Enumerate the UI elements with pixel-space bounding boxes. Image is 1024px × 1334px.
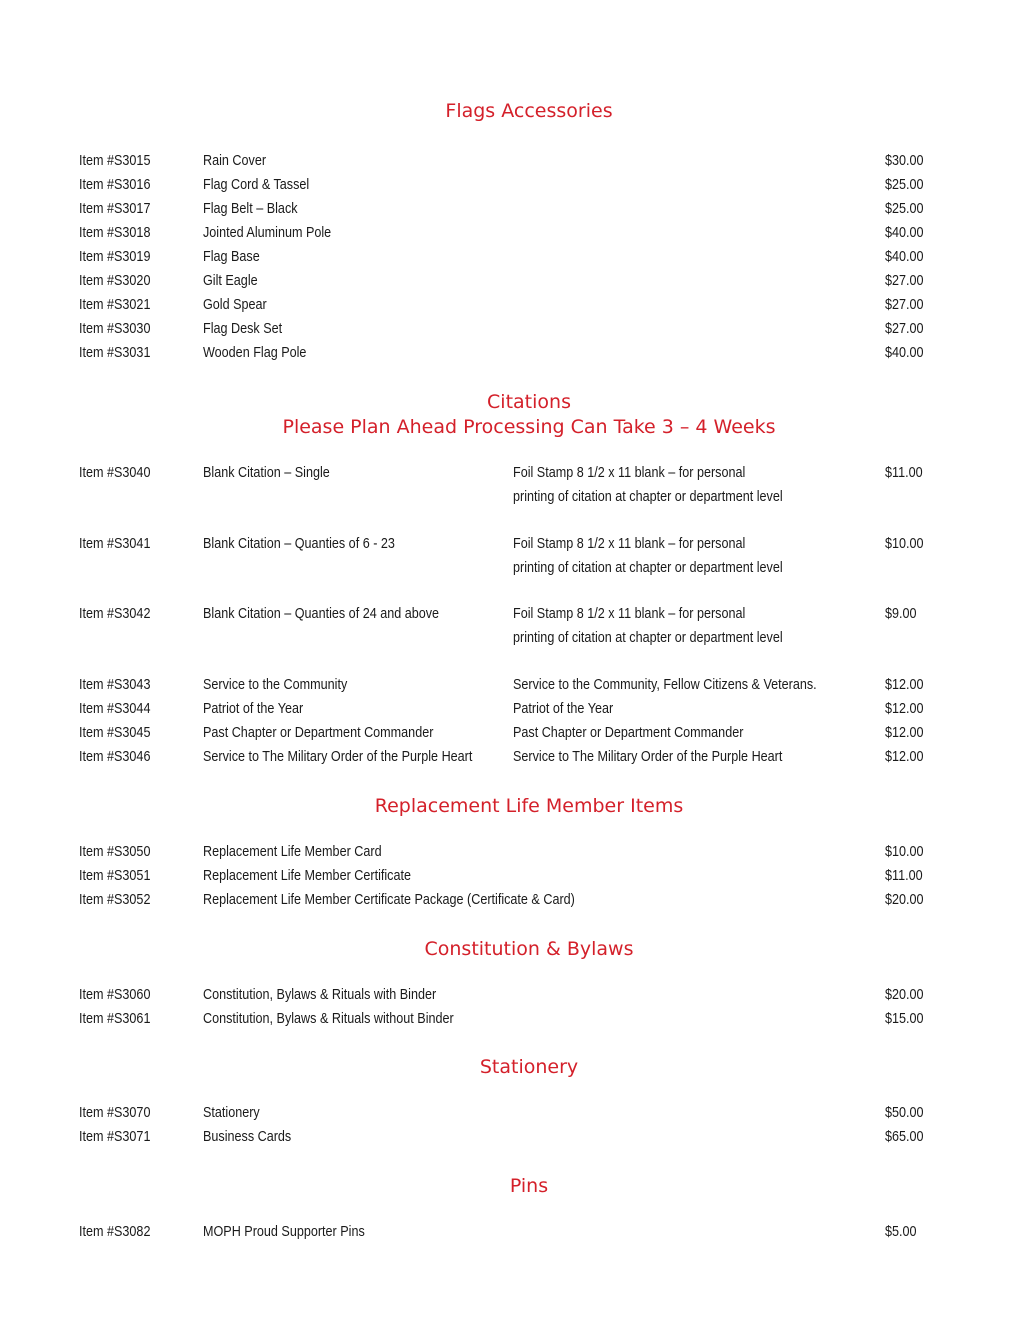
- item-number: Item #S3031: [79, 344, 151, 361]
- item-description: Foil Stamp 8 1/2 x 11 blank – for personal: [513, 535, 746, 552]
- list-item: [0, 532, 1024, 580]
- item-price: $27.00: [885, 320, 924, 337]
- item-description: Past Chapter or Department Commander: [513, 724, 744, 741]
- item-number: Item #S3018: [79, 224, 151, 241]
- list-item: [0, 1101, 1024, 1125]
- item-price: $65.00: [885, 1128, 924, 1145]
- list-item: [0, 721, 1024, 745]
- item-name: Gold Spear: [203, 296, 267, 313]
- item-price: $40.00: [885, 248, 924, 265]
- section-subtitle-citations: Please Plan Ahead Processing Can Take 3 – 4 Weeks: [282, 416, 776, 438]
- list-item: [0, 173, 1024, 197]
- item-price: $10.00: [885, 843, 924, 860]
- item-name: Past Chapter or Department Commander: [203, 724, 434, 741]
- item-name: Wooden Flag Pole: [203, 344, 307, 361]
- list-item: [0, 888, 1024, 912]
- item-number: Item #S3017: [79, 200, 151, 217]
- item-description: Service to The Military Order of the Purple Heart: [513, 748, 783, 765]
- list-item: [0, 221, 1024, 245]
- item-number: Item #S3051: [79, 867, 151, 884]
- item-name: MOPH Proud Supporter Pins: [203, 1223, 365, 1240]
- item-name: Blank Citation – Quanties of 24 and above: [203, 605, 440, 622]
- item-price: $20.00: [885, 891, 924, 908]
- item-number: Item #S3071: [79, 1128, 151, 1145]
- list-item: [0, 341, 1024, 365]
- list-item: [0, 149, 1024, 173]
- item-name: Flag Belt – Black: [203, 200, 298, 217]
- item-number: Item #S3052: [79, 891, 151, 908]
- item-description-line2: printing of citation at chapter or department level: [513, 629, 783, 646]
- list-item: [0, 293, 1024, 317]
- item-description: Service to the Community, Fellow Citizens & Veterans.: [513, 676, 817, 693]
- item-name: Flag Base: [203, 248, 260, 265]
- item-price: $12.00: [885, 724, 924, 741]
- list-item: [0, 317, 1024, 341]
- item-description: Patriot of the Year: [513, 700, 614, 717]
- item-price: $12.00: [885, 676, 924, 693]
- item-price: $15.00: [885, 1010, 924, 1027]
- item-price: $20.00: [885, 986, 924, 1003]
- item-price: $50.00: [885, 1104, 924, 1121]
- item-number: Item #S3082: [79, 1223, 151, 1240]
- item-price: $10.00: [885, 535, 924, 552]
- item-name: Business Cards: [203, 1128, 292, 1145]
- item-name: Gilt Eagle: [203, 272, 258, 289]
- item-number: Item #S3019: [79, 248, 151, 265]
- list-item: [0, 983, 1024, 1007]
- item-number: Item #S3016: [79, 176, 151, 193]
- item-name: Service to The Military Order of the Purple Heart: [203, 748, 473, 765]
- item-number: Item #S3045: [79, 724, 151, 741]
- item-name: Constitution, Bylaws & Rituals without Binder: [203, 1010, 454, 1027]
- item-number: Item #S3015: [79, 152, 151, 169]
- item-price: $30.00: [885, 152, 924, 169]
- item-price: $27.00: [885, 296, 924, 313]
- item-price: $27.00: [885, 272, 924, 289]
- section-title-stationery: Stationery: [479, 1056, 579, 1078]
- list-item: [0, 245, 1024, 269]
- list-item: [0, 864, 1024, 888]
- list-item: [0, 197, 1024, 221]
- list-item: [0, 1125, 1024, 1149]
- item-number: Item #S3040: [79, 464, 151, 481]
- item-name: Patriot of the Year: [203, 700, 304, 717]
- item-number: Item #S3061: [79, 1010, 151, 1027]
- list-item: [0, 1220, 1024, 1244]
- item-number: Item #S3042: [79, 605, 151, 622]
- list-item: [0, 840, 1024, 864]
- item-name: Service to the Community: [203, 676, 348, 693]
- item-number: Item #S3046: [79, 748, 151, 765]
- item-name: Rain Cover: [203, 152, 267, 169]
- item-name: Stationery: [203, 1104, 260, 1121]
- item-name: Flag Desk Set: [203, 320, 283, 337]
- item-price: $11.00: [885, 867, 923, 884]
- list-item: [0, 461, 1024, 509]
- item-number: Item #S3021: [79, 296, 151, 313]
- list-item: [0, 697, 1024, 721]
- item-price: $9.00: [885, 605, 917, 622]
- item-number: Item #S3043: [79, 676, 151, 693]
- item-price: $12.00: [885, 748, 924, 765]
- item-number: Item #S3030: [79, 320, 151, 337]
- section-title-flags-accessories: Flags Accessories: [445, 100, 613, 122]
- section-title-constitution-bylaws: Constitution & Bylaws: [424, 938, 634, 960]
- list-item: [0, 269, 1024, 293]
- list-item: [0, 673, 1024, 697]
- item-number: Item #S3050: [79, 843, 151, 860]
- item-price: $11.00: [885, 464, 923, 481]
- item-number: Item #S3020: [79, 272, 151, 289]
- item-number: Item #S3041: [79, 535, 151, 552]
- item-price: $5.00: [885, 1223, 917, 1240]
- item-price: $12.00: [885, 700, 924, 717]
- section-title-pins: Pins: [509, 1175, 549, 1197]
- item-description: Foil Stamp 8 1/2 x 11 blank – for personal: [513, 464, 746, 481]
- list-item: [0, 602, 1024, 650]
- item-number: Item #S3060: [79, 986, 151, 1003]
- item-price: $40.00: [885, 344, 924, 361]
- item-name: Replacement Life Member Certificate: [203, 867, 411, 884]
- section-title-citations: Citations: [487, 391, 571, 413]
- item-name: Constitution, Bylaws & Rituals with Binder: [203, 986, 437, 1003]
- item-description-line2: printing of citation at chapter or department level: [513, 559, 783, 576]
- item-name: Replacement Life Member Card: [203, 843, 382, 860]
- item-name: Blank Citation – Quanties of 6 - 23: [203, 535, 395, 552]
- item-price: $25.00: [885, 176, 924, 193]
- item-description: Foil Stamp 8 1/2 x 11 blank – for personal: [513, 605, 746, 622]
- list-item: [0, 1007, 1024, 1031]
- item-price: $25.00: [885, 200, 924, 217]
- item-name: Jointed Aluminum Pole: [203, 224, 332, 241]
- item-name: Flag Cord & Tassel: [203, 176, 310, 193]
- item-price: $40.00: [885, 224, 924, 241]
- list-item: [0, 745, 1024, 769]
- item-number: Item #S3044: [79, 700, 151, 717]
- section-title-replacement-life-member-items: Replacement Life Member Items: [374, 795, 684, 817]
- item-number: Item #S3070: [79, 1104, 151, 1121]
- item-name: Replacement Life Member Certificate Package (Certificate & Card): [203, 891, 575, 908]
- item-description-line2: printing of citation at chapter or department level: [513, 488, 783, 505]
- item-name: Blank Citation – Single: [203, 464, 330, 481]
